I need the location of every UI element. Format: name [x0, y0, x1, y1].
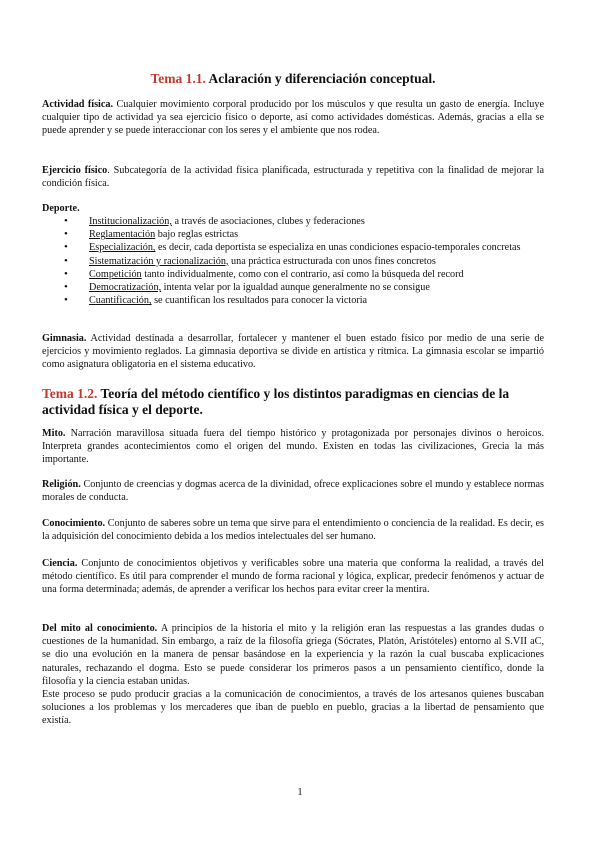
- item-text: intenta velar por la igualdad aunque generalmente no se consigue: [161, 282, 430, 294]
- definition-text: A principios de la historia el mito y la religión eran las respuestas a las grandes dudas o cuestiones de la humanidad. Sin embargo, a raíz de la filosofía griega (Sócrates, Platón, Aristóteles) entorno al S.VII aC, se dio una evolución en la manera de pensar basándose en la experiencia y la razón la cual buscaba explicaciones naturales, rechazando el dogma. Esto se puede considerar los primeros pasos a un pensamiento científico, donde la filosofía y la ciencia estaban unidas.: [42, 623, 545, 687]
- definition-text: Cualquier movimiento corporal producido por los músculos y que resulta un gasto de energía. Incluye cualquier tipo de actividad ya sea ejercicio físico o deporte, así como actividades domésticas. Además, gracias a ella se puede aprender y se puede interaccionar con los seres y el ambiente que nos rodea.: [42, 99, 544, 137]
- item-term: Institucionalización,: [89, 216, 172, 227]
- list-item: [42, 294, 544, 307]
- definition-text: Narración maravillosa situada fuera del tiempo histórico y protagonizada por personajes divinos o heroicos. Interpreta grandes acontecimientos como el origen del mundo. Existen en todas las civilizaciones, Grecia la más importante.: [42, 428, 544, 466]
- section-title-text: Aclaración y diferenciación conceptual.: [205, 71, 436, 86]
- paragraph-actividad-fisica: [42, 98, 544, 138]
- term-label: Conocimiento.: [42, 518, 106, 529]
- paragraph-religion: [42, 478, 544, 504]
- paragraph-proceso: Este proceso se pudo producir gracias a la comunicación de conocimientos, a través de los artesanos quienes buscaban soluciones a los problemas y los mercaderes que iban de pueblo en pueblo, gracias a la libertad de pensamiento que existía.: [42, 689, 544, 727]
- term-label: Religión.: [42, 479, 81, 490]
- item-text: a través de asociaciones, clubes y federaciones: [171, 216, 365, 227]
- item-term: Democratización,: [89, 282, 162, 294]
- list-item: [42, 215, 544, 228]
- deporte-list: [42, 215, 544, 307]
- term-label: Actividad física.: [42, 99, 114, 110]
- term-label: Ejercicio físico: [42, 165, 108, 176]
- section-title-1-2: [42, 386, 544, 418]
- page-number: 1: [297, 787, 303, 798]
- list-item: [42, 241, 544, 254]
- paragraph-conocimiento: [42, 517, 544, 543]
- item-text: bajo reglas estrictas: [155, 229, 239, 241]
- term-label: Ciencia.: [42, 558, 78, 569]
- paragraph-gimnasia: [42, 332, 544, 372]
- item-term: Reglamentación: [89, 229, 156, 241]
- definition-text: Conjunto de saberes sobre un tema que sirve para el entendimiento o conciencia de la realidad. Es decir, es la adquisición del conocimiento debida a los medios intelectuales del ser humano.: [42, 518, 544, 543]
- item-term: Cuantificación,: [89, 295, 152, 307]
- section-number: Tema 1.1.: [150, 71, 206, 86]
- item-term: Especialización,: [89, 242, 156, 254]
- term-label: Mito.: [42, 428, 66, 439]
- list-item: [42, 255, 544, 268]
- deporte-heading: Deporte.: [42, 203, 80, 214]
- section-number: Tema 1.2.: [42, 386, 98, 401]
- item-text: tanto individualmente, como con el contrario, así como la búsqueda del record: [141, 268, 464, 280]
- definition-text: . Subcategoría de la actividad física planificada, estructurada y repetitiva con la finalidad de mejorar la condición física.: [42, 165, 544, 190]
- item-text: se cuantifican los resultados para conocer la victoria: [151, 295, 368, 307]
- item-term: Sistematización y racionalización,: [89, 255, 229, 267]
- paragraph-del-mito-al-conocimiento: [42, 622, 544, 688]
- list-item: [42, 228, 544, 241]
- item-term: Competición: [89, 268, 142, 280]
- item-text: es decir, cada deportista se especializa en unas condiciones espacio-temporales concretas: [155, 242, 521, 254]
- item-text: una práctica estructurada con unos fines concretos: [228, 255, 436, 267]
- definition-text: Actividad destinada a desarrollar, fortalecer y mantener el buen estado físico por medio de una serie de ejercicios y movimiento reglados. La gimnasia deportiva se divide en artística y rítmica. La gimnasia escolar se impartió como asignatura obligatoria en el sistema educativo.: [42, 333, 544, 371]
- definition-text: Conjunto de creencias y dogmas acerca de la divinidad, ofrece explicaciones sobre el mundo y establece normas morales de conducta.: [42, 479, 544, 504]
- paragraph-ejercicio-fisico: [42, 164, 544, 190]
- definition-text: Conjunto de conocimientos objetivos y verificables sobre una materia que conforma la realidad, a través del método científico. Es útil para comprender el mundo de forma racional y lógica, explicar, predecir fenómenos y actuar de una forma determinada; además, de aprender a verificar los hechos para evitar creer la mentira.: [42, 558, 544, 596]
- term-label: Gimnasia.: [42, 333, 87, 344]
- section-title-1-1: [42, 71, 544, 87]
- term-label: Del mito al conocimiento.: [42, 623, 158, 634]
- section-title-text: Teoría del método científico y los distintos paradigmas en ciencias de la actividad física y el deporte.: [42, 386, 510, 417]
- paragraph-mito: [42, 427, 544, 467]
- paragraph-ciencia: [42, 557, 544, 597]
- list-item: [42, 268, 544, 281]
- list-item: [42, 281, 544, 294]
